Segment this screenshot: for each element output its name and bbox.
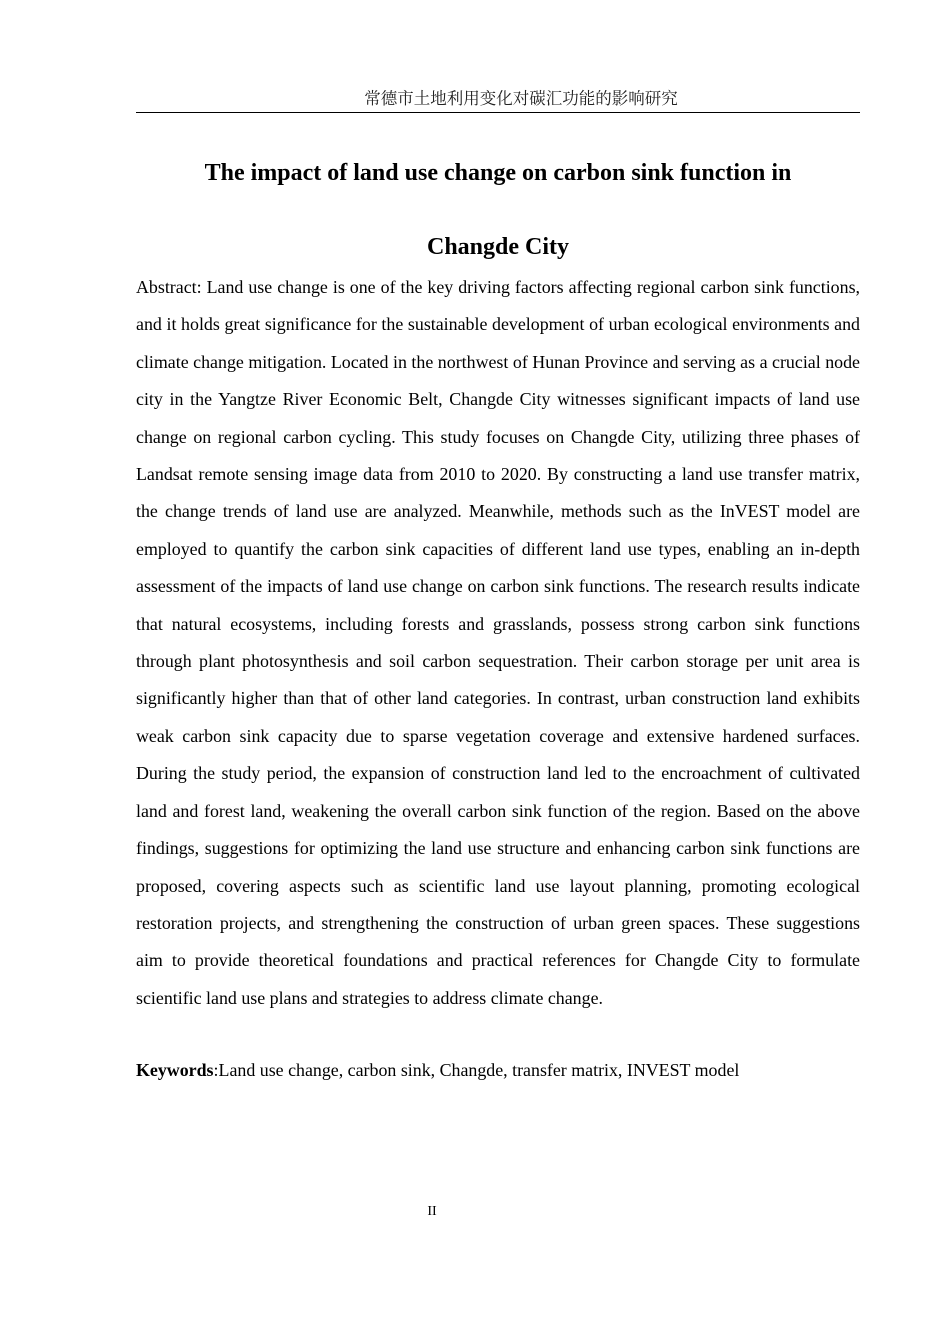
- paper-title-line-1: The impact of land use change on carbon sink function in: [204, 160, 792, 186]
- running-header: [136, 88, 860, 113]
- keywords-label: Keywords: [136, 1060, 214, 1080]
- keywords-separator: :: [213, 1060, 219, 1080]
- paper-title: [136, 136, 860, 284]
- keywords-line: [136, 1052, 860, 1089]
- paper-title-line-2: Changde City: [426, 234, 570, 260]
- keywords-text: Land use change, carbon sink, Changde, transfer matrix, INVEST model: [218, 1060, 740, 1080]
- page-number: II: [427, 1204, 437, 1219]
- abstract-paragraph: Abstract: Land use change is one of the key driving factors affecting regional carbon sink functions, and it holds great significance for the sustainable development of urban ecological environments and climate change mitigation. Located in the northwest of Hunan Province and serving as a crucial node city in the Yangtze River Economic Belt, Changde City witnesses significant impacts of land use change on regional carbon cycling. This study focuses on Changde City, utilizing three phases of Landsat remote sensing image data from 2010 to 2020. By constructing a land use transfer matrix, the change trends of land use are analyzed. Meanwhile, methods such as the InVEST model are employed to quantify the carbon sink capacities of different land use types, enabling an in-depth assessment of the impacts of land use change on carbon sink functions. The research results indicate that natural ecosystems, including forests and grasslands, possess strong carbon sink functions through plant photosynthesis and soil carbon sequestration. Their carbon storage per unit area is significantly higher than that of other land categories. In contrast, urban construction land exhibits weak carbon sink capacity due to sparse vegetation coverage and extensive hardened surfaces. During the study period, the expansion of construction land led to the encroachment of cultivated land and forest land, weakening the overall carbon sink function of the region. Based on the above findings, suggestions for optimizing the land use structure and enhancing carbon sink functions are proposed, covering aspects such as scientific land use layout planning, promoting ecological restoration projects, and strengthening the construction of urban green spaces. These suggestions aim to provide theoretical foundations and practical references for Changde City to formulate scientific land use plans and strategies to address climate change.: [136, 277, 860, 1008]
- running-header-title: 常德市土地利用变化对碳汇功能的影响研究: [364, 89, 678, 108]
